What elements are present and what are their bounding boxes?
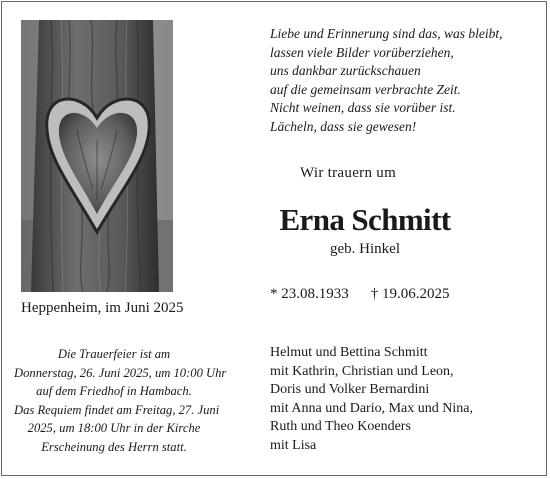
family-line: mit Anna und Dario, Max und Nina, bbox=[270, 400, 473, 416]
deceased-name: Erna Schmitt bbox=[279, 202, 451, 237]
death-date: † 19.06.2025 bbox=[370, 286, 450, 302]
family-line: Doris und Volker Bernardini bbox=[270, 382, 430, 398]
mourning-line: Wir trauern um bbox=[300, 165, 397, 181]
funeral-line: Die Trauerfeier ist am bbox=[57, 347, 171, 361]
family-line: mit Lisa bbox=[270, 437, 317, 453]
family-list bbox=[270, 344, 542, 456]
poem-line: Lächeln, dass sie gewesen! bbox=[270, 118, 417, 134]
funeral-line: Das Requiem findet am Freitag, 27. Juni bbox=[14, 402, 220, 417]
poem-line: uns dankbar zurückschauen bbox=[270, 63, 421, 79]
poem-line: Nicht weinen, dass sie vorüber ist. bbox=[270, 100, 456, 116]
poem-line: lassen viele Bilder vorüberziehen, bbox=[270, 44, 454, 60]
funeral-info bbox=[14, 345, 227, 456]
poem bbox=[270, 25, 542, 137]
funeral-line: Donnerstag, 26. Juni 2025, um 10:00 Uhr bbox=[14, 365, 227, 380]
funeral-line: auf dem Friedhof in Hambach. bbox=[36, 384, 192, 398]
birth-name: geb. Hinkel bbox=[330, 241, 400, 257]
place-and-date: Heppenheim, im Juni 2025 bbox=[21, 300, 184, 316]
poem-line: Liebe und Erinnerung sind das, was bleibt, bbox=[270, 26, 503, 41]
heart-shaped-tree-bark-photo-icon bbox=[21, 20, 173, 292]
tree-heart-photo bbox=[21, 20, 173, 292]
family-line: Ruth und Theo Koenders bbox=[270, 419, 411, 435]
family-line: mit Kathrin, Christian und Leon, bbox=[270, 363, 454, 379]
funeral-line: 2025, um 18:00 Uhr in der Kirche bbox=[27, 421, 201, 435]
family-line: Helmut und Bettina Schmitt bbox=[270, 345, 428, 360]
poem-line: auf die gemeinsam verbrachte Zeit. bbox=[270, 81, 461, 97]
life-dates bbox=[270, 286, 450, 303]
birth-date: * 23.08.1933 bbox=[270, 286, 349, 302]
funeral-line: Erscheinung des Herrn statt. bbox=[41, 439, 187, 454]
